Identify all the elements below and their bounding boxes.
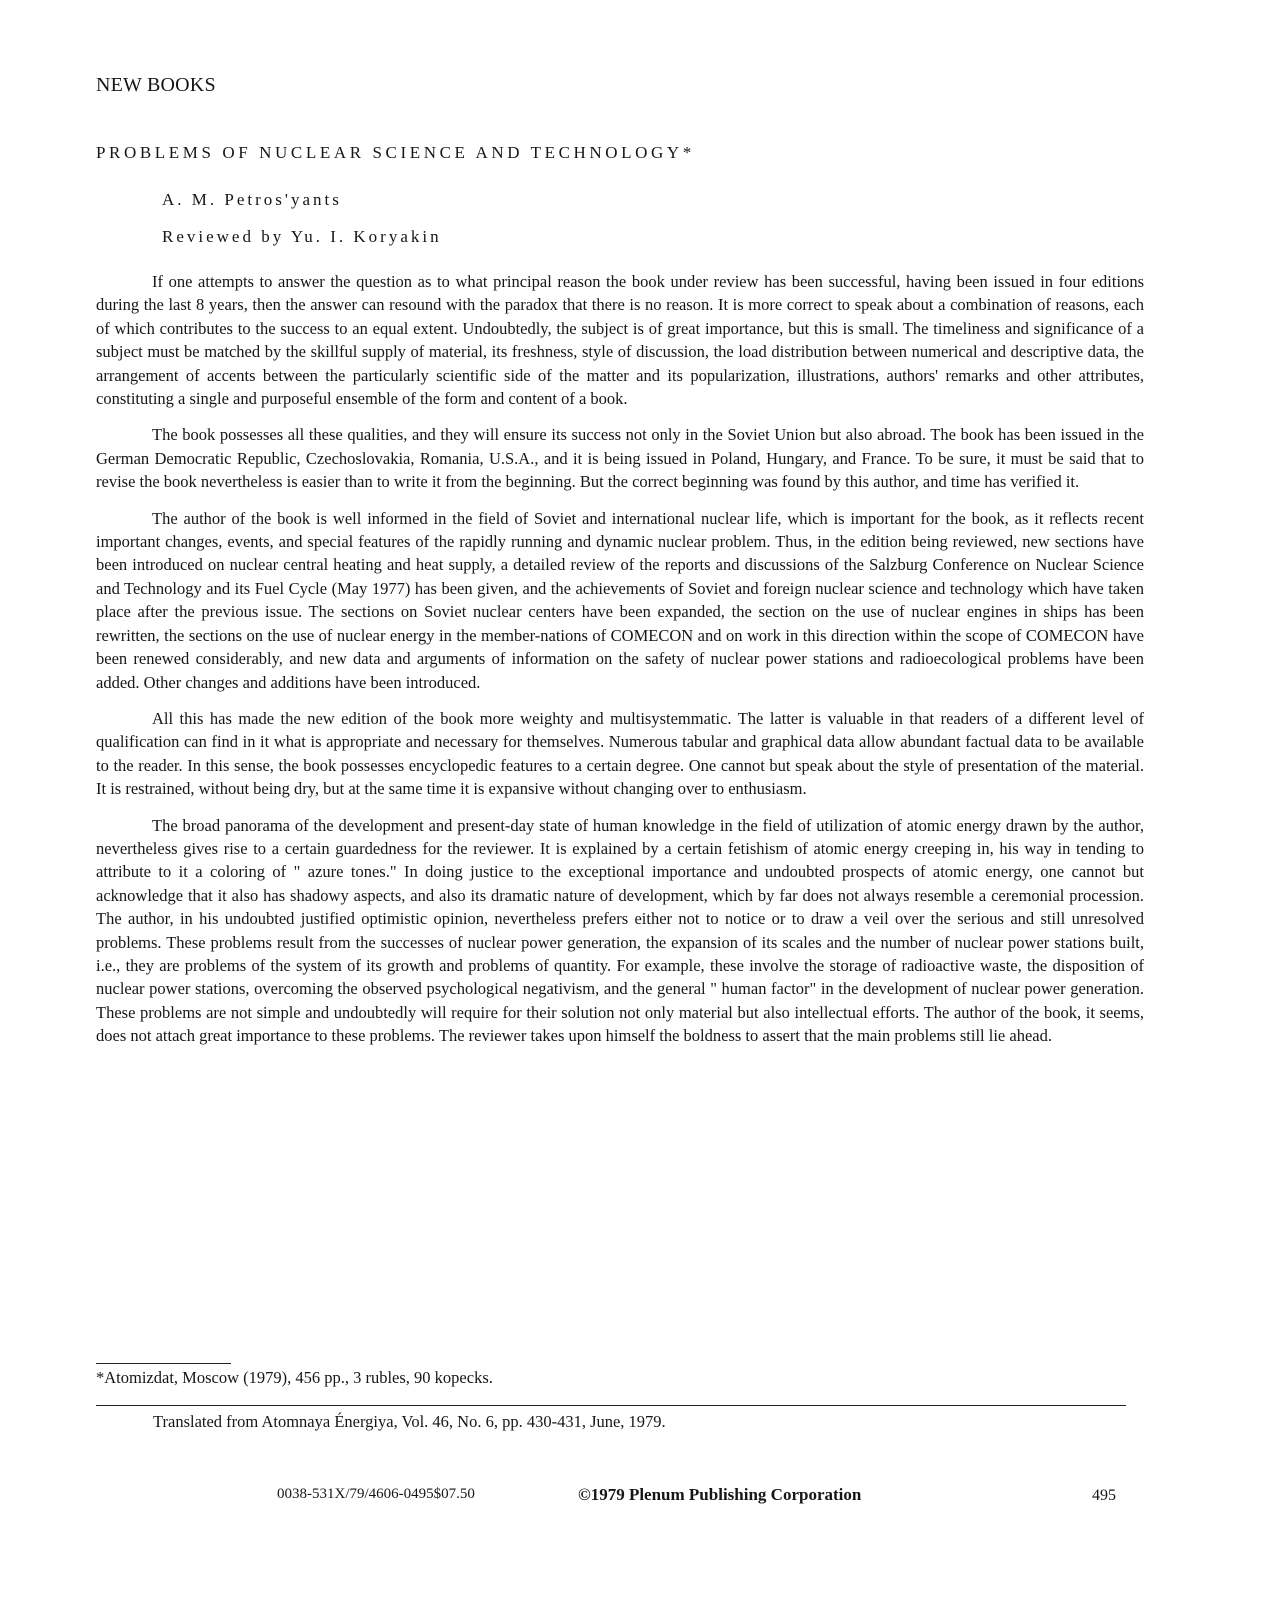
footer-issn-code: 0038-531X/79/4606-0495$07.50	[277, 1486, 475, 1502]
translation-divider	[96, 1405, 1126, 1406]
book-author: A. M. Petros'yants	[162, 190, 342, 209]
article-title: PROBLEMS OF NUCLEAR SCIENCE AND TECHNOLOGY*	[96, 143, 695, 162]
paragraph-1: If one attempts to answer the question as to what principal reason the book under review has been successful, having been issued in four editions during the last 8 years, then the answer can resound with the paradox that there is no reason. It is more correct to speak about a combination of reasons, each of which contributes to the success to an equal extent. Undoubtedly, the subject is of great importance, but this is small. The timeliness and significance of a subject must be matched by the skillful supply of material, its freshness, style of discussion, the load distribution between numerical and descriptive data, the arrangement of accents between the particularly scientific side of the matter and its popularization, illustrations, authors' remarks and other attributes, constituting a single and purposeful ensemble of the form and content of a book.	[96, 272, 1144, 409]
footnote: *Atomizdat, Moscow (1979), 456 pp., 3 rubles, 90 kopecks.	[96, 1368, 493, 1387]
footer-copyright: ©1979 Plenum Publishing Corporation	[578, 1485, 862, 1504]
page-number: 495	[1092, 1487, 1116, 1504]
paragraph-3: The author of the book is well informed in the field of Soviet and international nuclear life, which is important for the book, as it reflects recent important changes, events, and special features of the rapidly running and dynamic nuclear problem. Thus, in the edition being reviewed, new sections have been introduced on nuclear central heating and heat supply, a detailed review of the reports and discussions of the Salzburg Conference on Nuclear Science and Technology and its Fuel Cycle (May 1977) has been given, and the achievements of Soviet and foreign nuclear science and technology which have taken place after the previous issue. The sections on Soviet nuclear centers have been expanded, the section on the use of nuclear engines in ships has been rewritten, the sections on the use of nuclear energy in the member-nations of COMECON and on work in this direction within the scope of COMECON have been renewed considerably, and new data and arguments of information on the safety of nuclear power stations and radioecological problems have been added. Other changes and additions have been introduced.	[96, 508, 1144, 692]
review-body	[96, 270, 1144, 1061]
paragraph-2: The book possesses all these qualities, and they will ensure its success not only in the Soviet Union but also abroad. The book has been issued in the German Democratic Republic, Czechoslovakia, Romania, U.S.A., and it is being issued in Poland, Hungary, and France. To be sure, it must be said that to revise the book nevertheless is easier than to write it from the beginning. But the correct beginning was found by this author, and time has verified it.	[96, 425, 1144, 492]
footnote-divider	[96, 1363, 231, 1364]
translation-note: Translated from Atomnaya Énergiya, Vol. 46, No. 6, pp. 430-431, June, 1979.	[153, 1412, 666, 1431]
reviewer-line: Reviewed by Yu. I. Koryakin	[162, 227, 442, 246]
section-label: NEW BOOKS	[96, 74, 216, 96]
paragraph-5: The broad panorama of the development and present-day state of human knowledge in the field of utilization of atomic energy drawn by the author, nevertheless gives rise to a certain guardedness for the reviewer. It is explained by a certain fetishism of atomic energy creeping in, his way in tending to attribute to it a coloring of " azure tones." In doing justice to the exceptional importance and undoubted prospects of atomic energy, one cannot but acknowledge that it also has shadowy aspects, and also its dramatic nature of development, which by far does not always resemble a ceremonial procession. The author, in his undoubted justified optimistic opinion, nevertheless prefers either not to notice or to draw a veil over the serious and still unresolved problems. These problems result from the successes of nuclear power generation, the expansion of its scales and the number of nuclear power stations built, i.e., they are problems of the system of its growth and problems of quantity. For example, these involve the storage of radioactive waste, the disposition of nuclear power stations, overcoming the observed psychological negativism, and the general " human factor" in the development of nuclear power generation. These problems are not simple and undoubtedly will require for their solution not only material but also intellectual efforts. The author of the book, it seems, does not attach great importance to these problems. The reviewer takes upon himself the boldness to assert that the main problems still lie ahead.	[96, 815, 1144, 1046]
paragraph-4: All this has made the new edition of the book more weighty and multisystemmatic. The latter is valuable in that readers of a different level of qualification can find in it what is appropriate and necessary for themselves. Numerous tabular and graphical data allow abundant factual data to be available to the reader. In this sense, the book possesses encyclopedic features to a certain degree. One cannot but speak about the style of presentation of the material. It is restrained, without being dry, but at the same time it is expansive without changing over to enthusiasm.	[96, 708, 1144, 799]
